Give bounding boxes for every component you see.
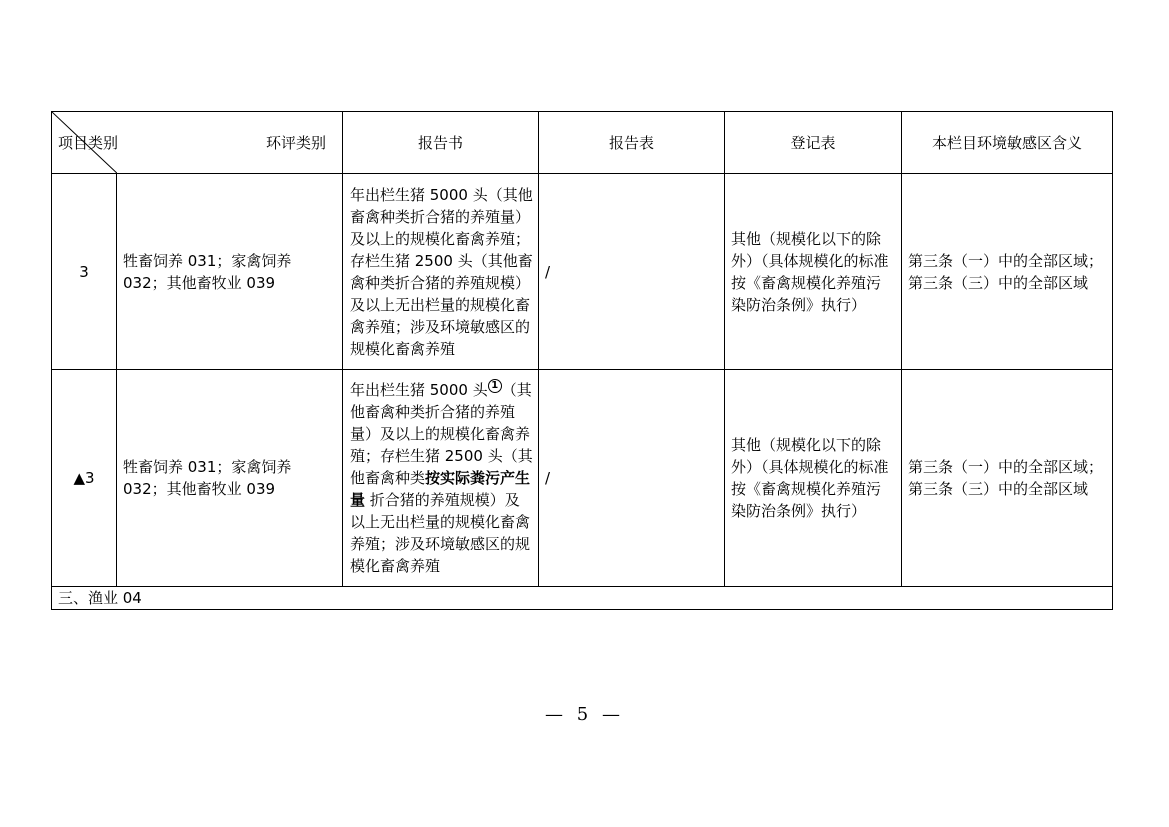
row-number: ▲3 bbox=[52, 370, 117, 587]
report-book-header: 报告书 bbox=[343, 112, 539, 174]
row-sensitive-area: 第三条（一）中的全部区域；第三条（三）中的全部区域 bbox=[902, 370, 1113, 587]
eia-classification-table bbox=[51, 111, 1113, 610]
section-title: 三、渔业 04 bbox=[52, 587, 1113, 610]
sensitive-area-header: 本栏目环境敏感区含义 bbox=[902, 112, 1113, 174]
project-category-header: 项目类别 bbox=[58, 134, 119, 152]
table-row bbox=[52, 174, 1113, 370]
registration-form-header: 登记表 bbox=[725, 112, 902, 174]
report-form-header: 报告表 bbox=[539, 112, 725, 174]
row-report-book bbox=[343, 370, 539, 587]
row-registration-form: 其他（规模化以下的除外）（具体规模化的标准按《畜禽规模化养殖污染防治条例》执行） bbox=[725, 174, 902, 370]
page-number: — 5 — bbox=[545, 704, 624, 725]
table-header-row bbox=[52, 112, 1113, 174]
report-book-text: 年出栏生猪 5000 头 bbox=[350, 381, 488, 399]
table-row bbox=[52, 370, 1113, 587]
row-category: 牲畜饲养 031；家禽饲养 032；其他畜牧业 039 bbox=[117, 370, 343, 587]
row-report-form: / bbox=[539, 370, 725, 587]
diagonal-header-cell bbox=[52, 112, 343, 174]
row-registration-form: 其他（规模化以下的除外）（具体规模化的标准按《畜禽规模化养殖污染防治条例》执行） bbox=[725, 370, 902, 587]
row-number: 3 bbox=[52, 174, 117, 370]
report-book-bold-text: 按实际粪污产生量 bbox=[350, 469, 531, 509]
row-sensitive-area: 第三条（一）中的全部区域；第三条（三）中的全部区域 bbox=[902, 174, 1113, 370]
footnote-marker[interactable]: 1 bbox=[488, 379, 502, 393]
row-report-book: 年出栏生猪 5000 头（其他畜禽种类折合猪的养殖量）及以上的规模化畜禽养殖；存栏生猪 2500 头（其他畜禽种类折合猪的养殖规模）及以上无出栏量的规模化畜禽养殖；涉及环境敏感区的规模化畜禽养殖 bbox=[343, 174, 539, 370]
report-book-text: 折合猪的养殖规模）及以上无出栏量的规模化畜禽养殖；涉及环境敏感区的规模化畜禽养殖 bbox=[350, 491, 531, 575]
eia-category-header: 环评类别 bbox=[265, 134, 326, 152]
row-report-form: / bbox=[539, 174, 725, 370]
section-row bbox=[52, 587, 1113, 610]
report-book-text: （其他畜禽种类折合猪的养殖量）及以上的规模化畜禽养殖；存栏生猪 2500 头（其他畜禽种类 bbox=[350, 381, 533, 487]
row-category: 牲畜饲养 031；家禽饲养 032；其他畜牧业 039 bbox=[117, 174, 343, 370]
